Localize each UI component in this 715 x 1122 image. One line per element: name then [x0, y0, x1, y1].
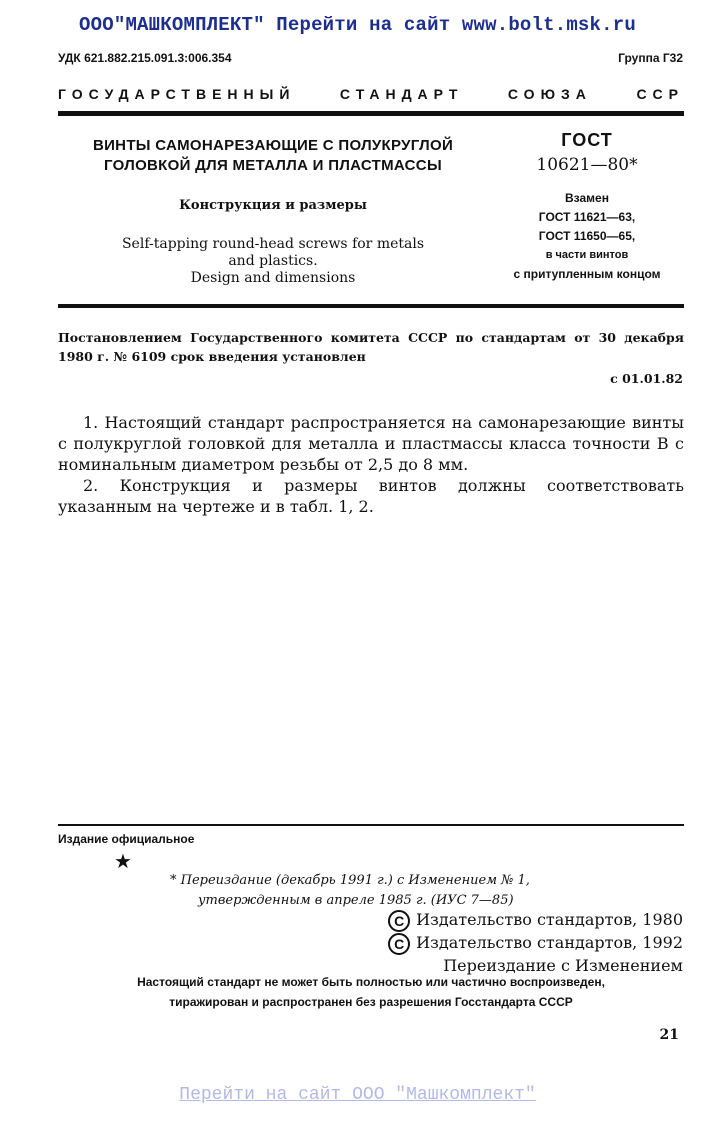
site-link-top[interactable]: ООО"МАШКОМПЛЕКТ" Перейти на сайт www.bolt.msk.ru [79, 14, 636, 36]
gost-number: 10621—80* [536, 155, 638, 175]
copyright-icon: C [388, 933, 410, 955]
reissue-note: * Переиздание (декабрь 1991 г.) с Изменением № 1, утвержденным в апреле 1985 г. (ИУС 7—85) [170, 873, 530, 908]
introduction-date: с 01.01.82 [610, 371, 683, 386]
star-icon: ★ [114, 849, 132, 873]
page-number: 21 [659, 1027, 679, 1043]
reproduction-notice: Настоящий стандарт не может быть полностью или частично воспроизведен, тиражирован и распространен без разрешения Госстандарта СССР [137, 975, 605, 1009]
footer-rule [58, 824, 684, 826]
gost-label: ГОСТ [561, 130, 613, 150]
standard-title: ВИНТЫ САМОНАРЕЗАЮЩИЕ С ПОЛУКРУГЛОЙ ГОЛОВКОЙ ДЛЯ МЕТАЛЛА И ПЛАСТМАССЫ [92, 137, 454, 174]
paragraph-2: 2. Конструкция и размеры винтов должны соответствовать указанным на чертеже и в табл. 1, 2. [58, 476, 684, 516]
group-code: Группа Г32 [618, 51, 683, 65]
copyright-block [283, 909, 683, 977]
state-standard-heading: ГОСУДАРСТВЕННЫЙ СТАНДАРТ СОЮЗА ССР [58, 86, 684, 102]
udk-code: УДК 621.882.215.091.3:006.354 [58, 51, 232, 65]
copyright-1992: C Издательство стандартов, 1992 [283, 932, 683, 955]
english-title: Self-tapping round-head screws for metals and plastics. Design and dimensions [121, 236, 425, 286]
replaces-block: Взамен ГОСТ 11621—63, ГОСТ 11650—65, в части винтов с притупленным концом [513, 191, 661, 281]
paragraph-1: 1. Настоящий стандарт распространяется на самонарезающие винты с полукруглой головкой для металла и пластмассы класса точности В с номинальным диаметром резьбы от 2,5 до 8 мм. [58, 413, 684, 474]
title-rule [58, 304, 684, 308]
reissue-with-change: Переиздание с Изменением [443, 956, 683, 975]
copyright-1980: C Издательство стандартов, 1980 [283, 909, 683, 932]
decree-text: Постановлением Государственного комитета СССР по стандартам от 30 декабря 1980 г. № 6109 срок введения установлен [58, 330, 684, 364]
official-edition: Издание официальное [58, 832, 195, 846]
gost-designation [490, 130, 684, 175]
standard-subtitle: Конструкция и размеры [179, 198, 367, 213]
standard-body [58, 412, 684, 517]
copyright-icon: C [388, 910, 410, 932]
site-link-bottom[interactable]: Перейти на сайт ООО "Машкомплект" [179, 1085, 536, 1105]
header-rule [58, 111, 684, 116]
